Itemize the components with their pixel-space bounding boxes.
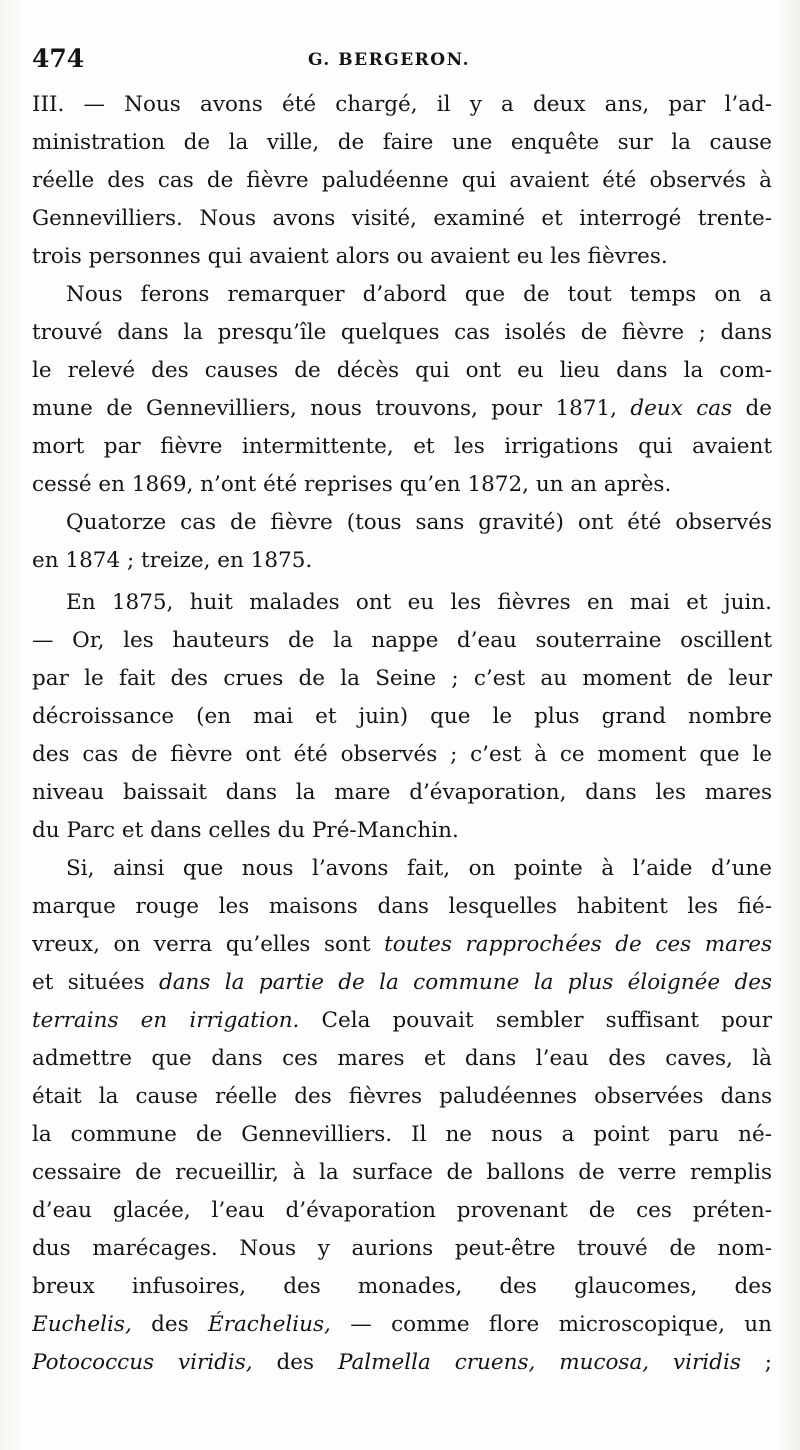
- text-line: Quatorze cas de fièvre (tous sans gravité) ont été observés: [66, 510, 772, 535]
- text-line: Si, ainsi que nous l’avons fait, on pointe à l’aide d’une: [66, 856, 772, 881]
- text-line: Nous ferons remarquer d’abord que de tout temps on a: [66, 282, 772, 307]
- page-number: 474: [32, 44, 85, 73]
- text-line: Euchelis, des Érachelius, — comme flore microscopique, un: [32, 1312, 772, 1337]
- text-line: marque rouge les maisons dans lesquelles habitent les fié-: [32, 894, 772, 919]
- text-line: était la cause réelle des fièvres paludéennes observées dans: [32, 1084, 772, 1109]
- text-line: du Parc et dans celles du Pré-Manchin.: [32, 818, 459, 843]
- text-line: admettre que dans ces mares et dans l’eau des caves, là: [32, 1046, 772, 1071]
- text-line: mort par fièvre intermittente, et les irrigations qui avaient: [32, 434, 772, 459]
- text-line: et situées dans la partie de la commune la plus éloignée des: [32, 970, 772, 995]
- text-line: trois personnes qui avaient alors ou avaient eu les fièvres.: [32, 244, 668, 269]
- text-line: mune de Gennevilliers, nous trouvons, pour 1871, deux cas de: [32, 396, 772, 421]
- text-line: décroissance (en mai et juin) que le plus grand nombre: [32, 704, 772, 729]
- text-line: ministration de la ville, de faire une enquête sur la cause: [32, 130, 772, 155]
- running-head: G. BERGERON.: [308, 50, 470, 70]
- text-line: vreux, on verra qu’elles sont toutes rapprochées de ces mares: [32, 932, 772, 957]
- text-line: terrains en irrigation. Cela pouvait sembler suffisant pour: [32, 1008, 772, 1033]
- text-line: III. — Nous avons été chargé, il y a deux ans, par l’ad-: [32, 92, 772, 117]
- text-line: des cas de fièvre ont été observés ; c’est à ce moment que le: [32, 742, 772, 767]
- text-line: cessé en 1869, n’ont été reprises qu’en 1872, un an après.: [32, 472, 672, 497]
- text-line: cessaire de recueillir, à la surface de ballons de verre remplis: [32, 1160, 772, 1185]
- text-line: Potococcus viridis, des Palmella cruens, mucosa, viridis ;: [32, 1350, 772, 1375]
- text-line: en 1874 ; treize, en 1875.: [32, 548, 313, 573]
- text-line: réelle des cas de fièvre paludéenne qui avaient été observés à: [32, 168, 772, 193]
- text-line: dus marécages. Nous y aurions peut-être trouvé de nom-: [32, 1236, 772, 1261]
- text-line: breux infusoires, des monades, des glaucomes, des: [32, 1274, 772, 1299]
- text-line: le relevé des causes de décès qui ont eu lieu dans la com-: [32, 358, 772, 383]
- text-line: d’eau glacée, l’eau d’évaporation provenant de ces préten-: [32, 1198, 772, 1223]
- text-line: En 1875, huit malades ont eu les fièvres en mai et juin.: [66, 590, 772, 615]
- page-header: [32, 44, 772, 80]
- text-line: la commune de Gennevilliers. Il ne nous a point paru né-: [32, 1122, 772, 1147]
- text-line: — Or, les hauteurs de la nappe d’eau souterraine oscillent: [32, 628, 772, 653]
- text-line: par le fait des crues de la Seine ; c’est au moment de leur: [32, 666, 772, 691]
- text-line: trouvé dans la presqu’île quelques cas isolés de fièvre ; dans: [32, 320, 772, 345]
- text-line: Gennevilliers. Nous avons visité, examiné et interrogé trente-: [32, 206, 772, 231]
- text-line: niveau baissait dans la mare d’évaporation, dans les mares: [32, 780, 772, 805]
- body-text: [32, 86, 772, 1382]
